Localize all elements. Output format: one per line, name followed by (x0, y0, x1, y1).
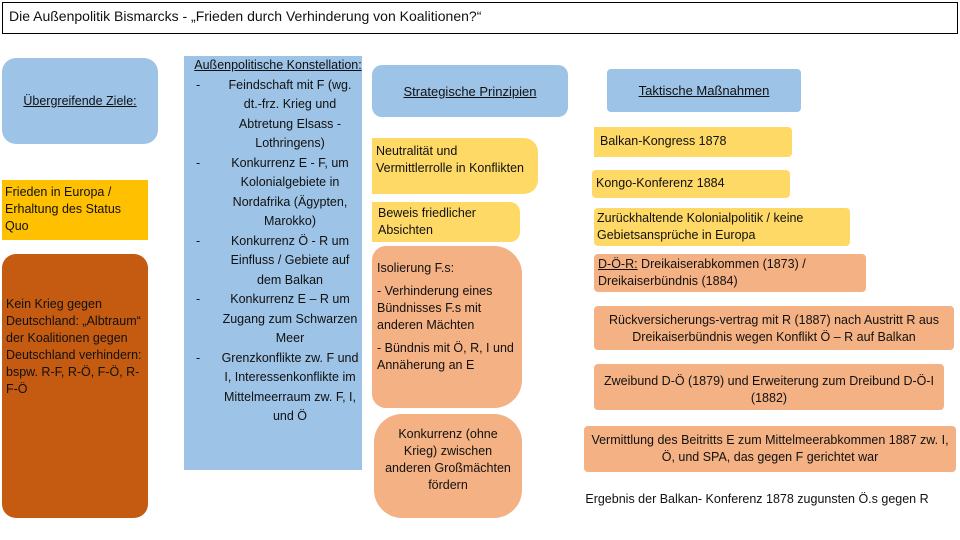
measure-congo-conference: Kongo-Konferenz 1884 (592, 170, 790, 198)
measure-colonial-restraint: Zurückhaltende Kolonialpolitik / keine Gebietsansprüche in Europa (594, 208, 850, 246)
isolation-point: - Bündnis mit Ö, R, I und Annäherung an E (377, 341, 514, 372)
measure-three-emperors (594, 254, 866, 292)
constellation-panel (184, 56, 362, 470)
constellation-item: - Konkurrenz Ö - R um Einfluss / Gebiete auf dem Balkan (196, 233, 350, 287)
principle-peaceful-intent: Beweis friedlicher Absichten (372, 202, 520, 242)
measure-balkan-congress: Balkan-Kongress 1878 (594, 127, 792, 157)
constellation-item: - Feindschaft mit F (wg. dt.-frz. Krieg und Abtretung Elsass -Lothringens) (196, 77, 352, 150)
principle-rivalry: Konkurrenz (ohne Krieg) zwischen anderen Großmächten fördern (374, 414, 522, 518)
measure-balkan-result: Ergebnis der Balkan- Konferenz 1878 zugunsten Ö.s gegen R (557, 488, 957, 514)
constellation-heading: Außenpolitische Konstellation: (194, 58, 362, 72)
measure-mediterranean-agreement: Vermittlung des Beitritts E zum Mittelmeerabkommen 1887 zw. I, Ö, und SPA, das gegen F gerichtet war (584, 426, 956, 472)
principles-heading: Strategische Prinzipien (372, 65, 568, 117)
isolation-title: Isolierung F.s: (377, 261, 455, 275)
measure-text: Dreikaiserabkommen (1873) / Dreikaiserbündnis (1884) (598, 257, 806, 288)
constellation-item: - Grenzkonflikte zw. F und I, Interessenkonflikte im Mittelmeerraum zw. F, I, und Ö (196, 350, 359, 423)
measures-heading: Taktische Maßnahmen (607, 69, 801, 112)
goal-peace: Frieden in Europa / Erhaltung des Status Quo (2, 180, 148, 240)
goals-heading: Übergreifende Ziele: (2, 58, 158, 144)
measure-reinsurance-treaty: Rückversicherungs-vertrag mit R (1887) nach Austritt R aus Dreikaiserbündnis wegen Konflikt Ö – R auf Balkan (594, 306, 954, 350)
page-title: Die Außenpolitik Bismarcks - „Frieden durch Verhinderung von Koalitionen?“ (2, 2, 958, 34)
principle-neutrality: Neutralität und Vermittlerrolle in Konflikten (372, 138, 538, 194)
principle-isolate-france (372, 246, 522, 408)
constellation-item: - Konkurrenz E - F, um Kolonialgebiete in Nordafrika (Ägypten, Marokko) (196, 155, 349, 228)
measure-prefix: D-Ö-R: (598, 257, 638, 271)
constellation-item: - Konkurrenz E – R um Zugang zum Schwarzen Meer (196, 292, 358, 345)
goal-no-war: Kein Krieg gegen Deutschland: „Albtraum“ der Koalitionen gegen Deutschland verhindern: bspw. R-F, R-Ö, F-Ö, R-F-Ö (2, 254, 148, 518)
isolation-point: - Verhinderung eines Bündnisses F.s mit anderen Mächten (377, 284, 493, 332)
measure-dual-alliance: Zweibund D-Ö (1879) und Erweiterung zum Dreibund D-Ö-I (1882) (594, 364, 944, 410)
